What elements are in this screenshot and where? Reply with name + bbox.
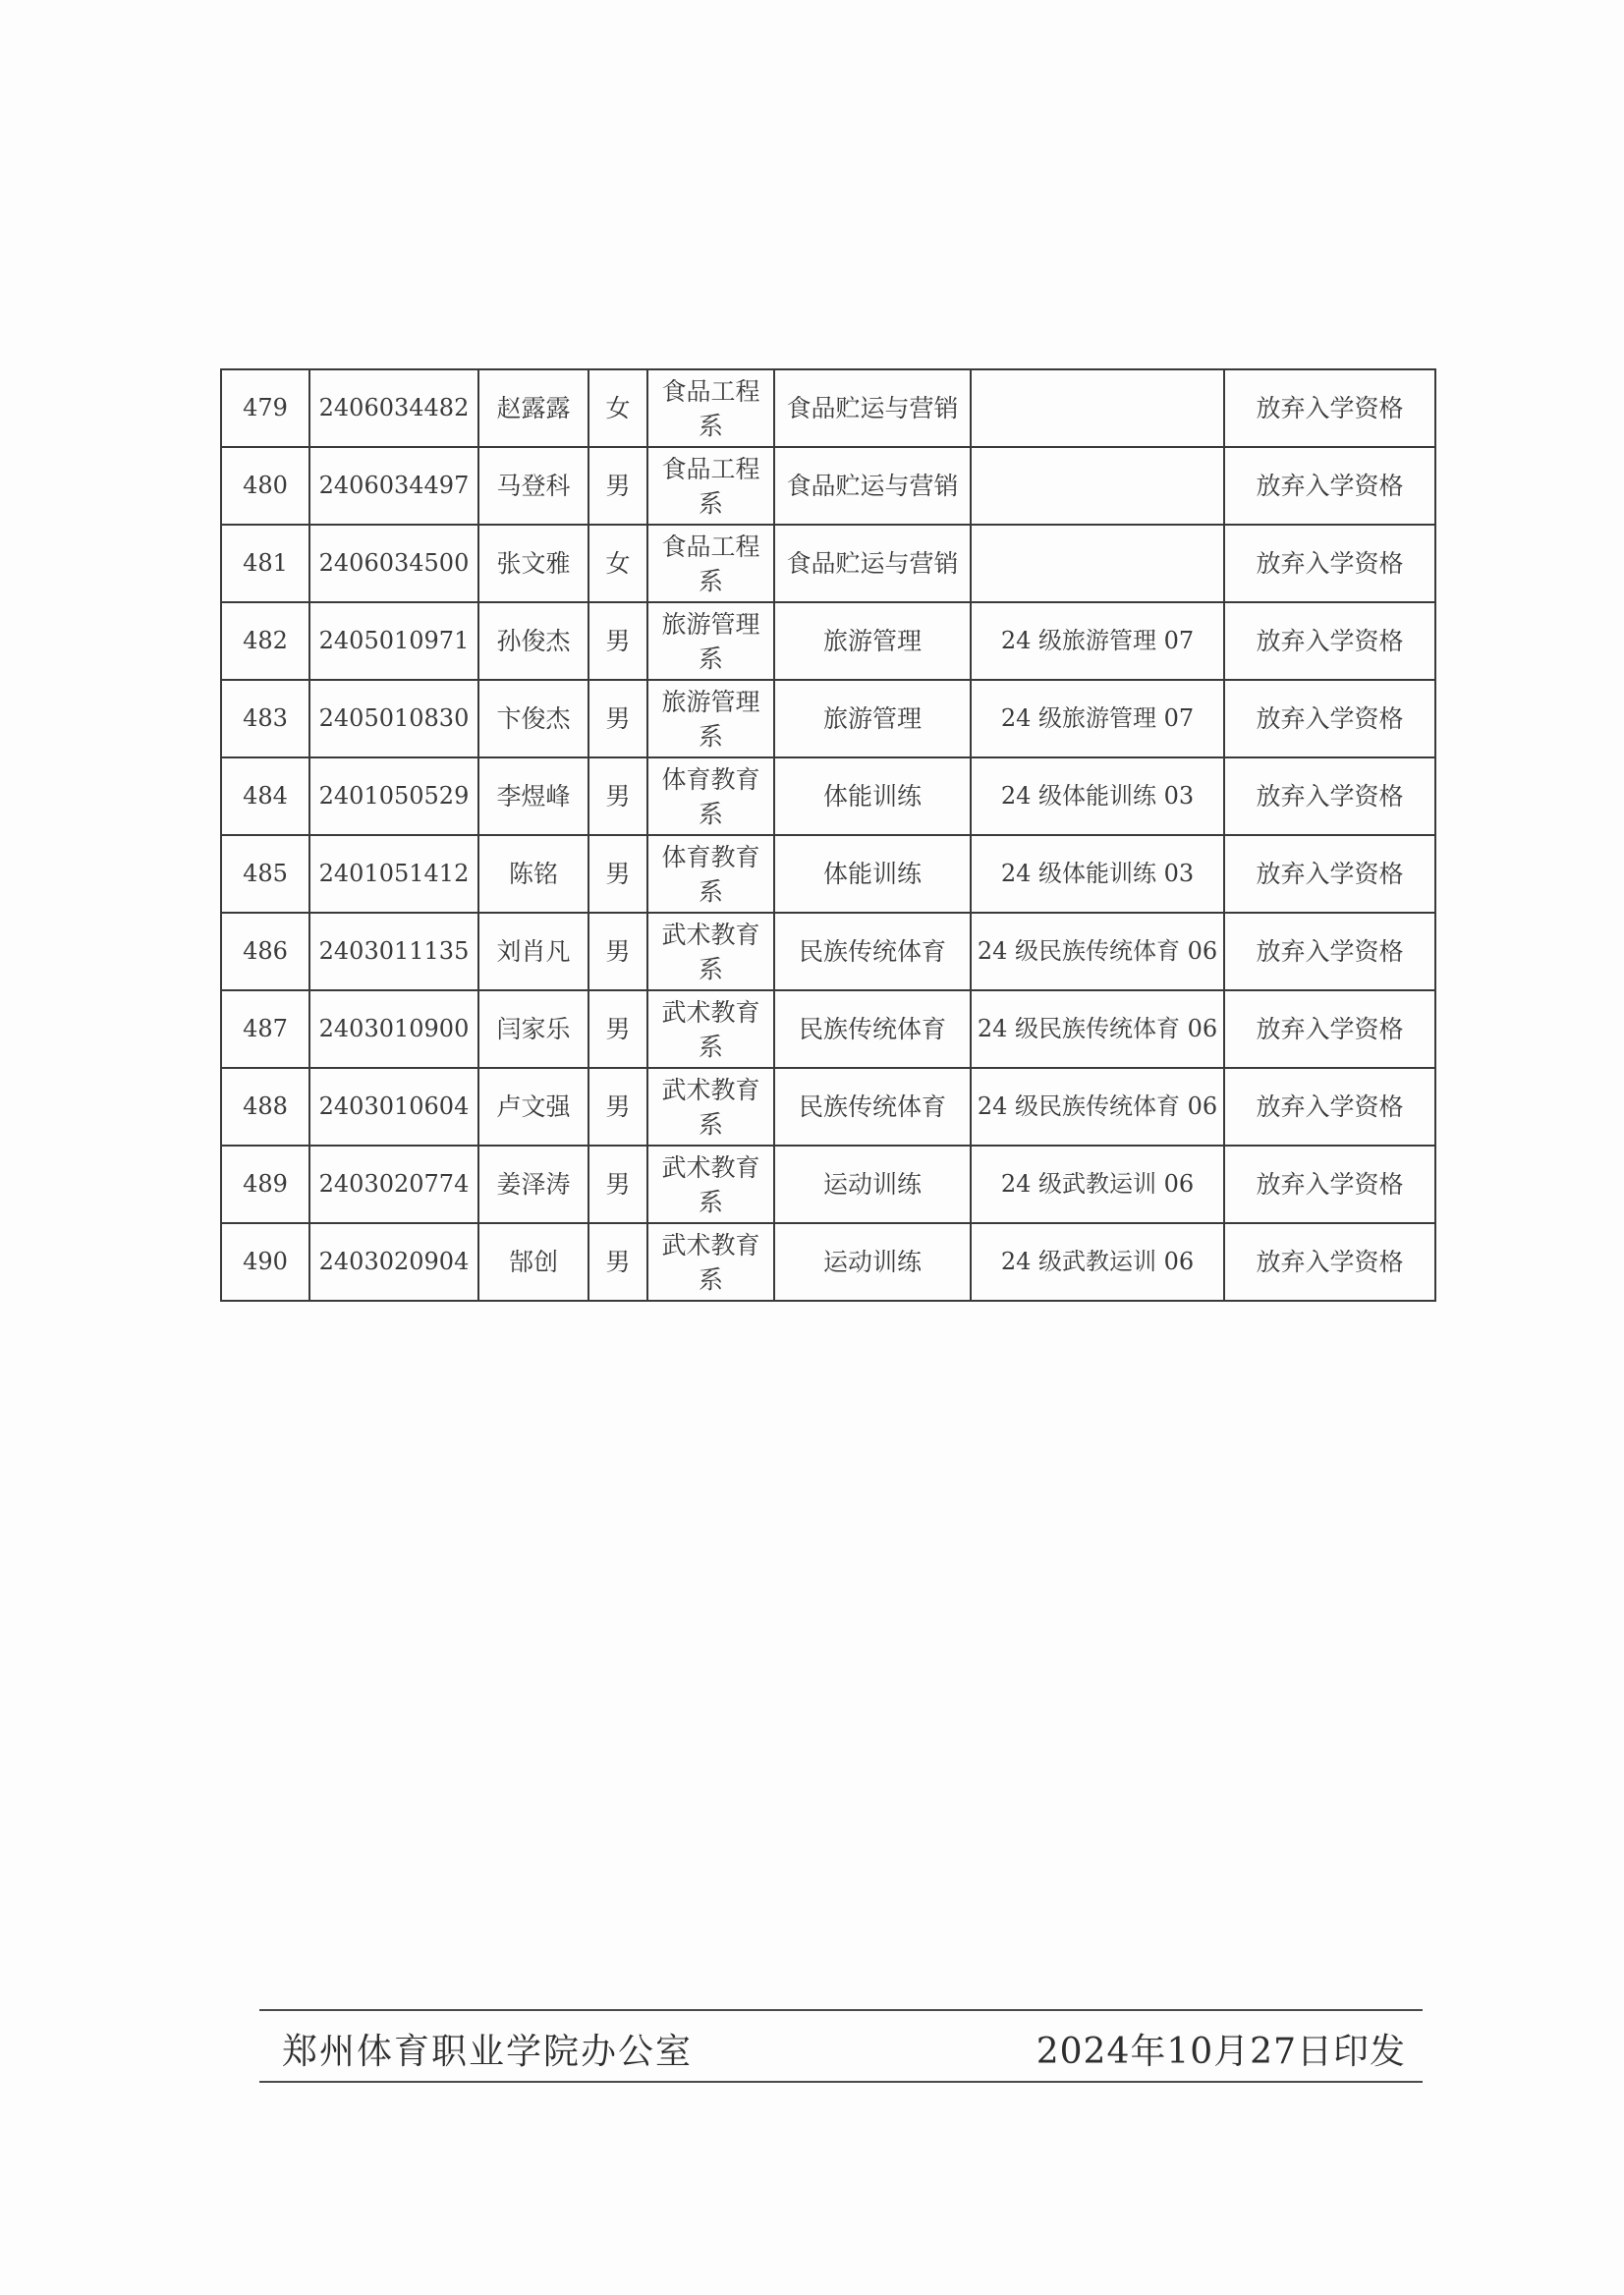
student-id-cell: 2405010830 [309, 680, 478, 757]
student-id-cell: 2403010900 [309, 990, 478, 1068]
row-number-cell: 490 [221, 1223, 309, 1301]
table-row [221, 913, 1435, 990]
class-name-cell: 24 级民族传统体育 06 [971, 990, 1224, 1068]
row-number-cell: 485 [221, 835, 309, 913]
class-name-cell: 24 级武教运训 06 [971, 1146, 1224, 1223]
enrollment-status-cell: 放弃入学资格 [1224, 1146, 1435, 1223]
student-name-cell: 孙俊杰 [478, 602, 588, 680]
class-name-cell: 24 级民族传统体育 06 [971, 913, 1224, 990]
department-cell: 体育教育系 [647, 835, 774, 913]
enrollment-status-cell: 放弃入学资格 [1224, 369, 1435, 447]
enrollment-status-cell: 放弃入学资格 [1224, 680, 1435, 757]
student-name-cell: 张文雅 [478, 525, 588, 602]
major-cell: 运动训练 [774, 1146, 971, 1223]
row-number-cell: 480 [221, 447, 309, 525]
department-cell: 武术教育系 [647, 913, 774, 990]
student-id-cell: 2403011135 [309, 913, 478, 990]
table-row [221, 447, 1435, 525]
student-id-cell: 2401051412 [309, 835, 478, 913]
issue-date: 2024年10月27日印发 [1036, 2032, 1406, 2072]
row-number-cell: 489 [221, 1146, 309, 1223]
enrollment-status-cell: 放弃入学资格 [1224, 525, 1435, 602]
gender-cell: 男 [588, 1223, 647, 1301]
table-row [221, 990, 1435, 1068]
department-cell: 食品工程系 [647, 369, 774, 447]
table-row [221, 369, 1435, 447]
major-cell: 民族传统体育 [774, 990, 971, 1068]
enrollment-status-cell: 放弃入学资格 [1224, 1068, 1435, 1146]
major-cell: 运动训练 [774, 1223, 971, 1301]
row-number-cell: 481 [221, 525, 309, 602]
gender-cell: 男 [588, 913, 647, 990]
class-name-cell [971, 447, 1224, 525]
enrollment-status-cell: 放弃入学资格 [1224, 990, 1435, 1068]
major-cell: 食品贮运与营销 [774, 369, 971, 447]
student-name-cell: 姜泽涛 [478, 1146, 588, 1223]
table-row [221, 525, 1435, 602]
gender-cell: 女 [588, 369, 647, 447]
issuing-office: 郑州体育职业学院办公室 [282, 2032, 694, 2072]
table-row [221, 757, 1435, 835]
major-cell: 民族传统体育 [774, 1068, 971, 1146]
student-id-cell: 2403010604 [309, 1068, 478, 1146]
row-number-cell: 483 [221, 680, 309, 757]
major-cell: 食品贮运与营销 [774, 447, 971, 525]
roster-body [221, 369, 1435, 1301]
footer-top-rule [259, 2009, 1423, 2011]
student-name-cell: 赵露露 [478, 369, 588, 447]
student-name-cell: 李煜峰 [478, 757, 588, 835]
table-row [221, 1068, 1435, 1146]
row-number-cell: 488 [221, 1068, 309, 1146]
footer-bottom-rule [259, 2081, 1423, 2083]
student-id-cell: 2406034482 [309, 369, 478, 447]
student-name-cell: 刘肖凡 [478, 913, 588, 990]
row-number-cell: 487 [221, 990, 309, 1068]
major-cell: 体能训练 [774, 757, 971, 835]
enrollment-status-cell: 放弃入学资格 [1224, 1223, 1435, 1301]
department-cell: 体育教育系 [647, 757, 774, 835]
gender-cell: 男 [588, 447, 647, 525]
student-id-cell: 2403020774 [309, 1146, 478, 1223]
student-name-cell: 郜创 [478, 1223, 588, 1301]
gender-cell: 男 [588, 835, 647, 913]
enrollment-status-cell: 放弃入学资格 [1224, 835, 1435, 913]
student-id-cell: 2401050529 [309, 757, 478, 835]
student-name-cell: 陈铭 [478, 835, 588, 913]
student-name-cell: 卞俊杰 [478, 680, 588, 757]
major-cell: 食品贮运与营销 [774, 525, 971, 602]
row-number-cell: 484 [221, 757, 309, 835]
gender-cell: 女 [588, 525, 647, 602]
class-name-cell [971, 369, 1224, 447]
class-name-cell [971, 525, 1224, 602]
student-id-cell: 2406034500 [309, 525, 478, 602]
table-row [221, 680, 1435, 757]
department-cell: 食品工程系 [647, 447, 774, 525]
row-number-cell: 486 [221, 913, 309, 990]
class-name-cell: 24 级体能训练 03 [971, 835, 1224, 913]
department-cell: 旅游管理系 [647, 680, 774, 757]
department-cell: 武术教育系 [647, 1223, 774, 1301]
row-number-cell: 482 [221, 602, 309, 680]
row-number-cell: 479 [221, 369, 309, 447]
enrollment-status-cell: 放弃入学资格 [1224, 602, 1435, 680]
student-id-cell: 2406034497 [309, 447, 478, 525]
department-cell: 武术教育系 [647, 1068, 774, 1146]
gender-cell: 男 [588, 1068, 647, 1146]
student-name-cell: 卢文强 [478, 1068, 588, 1146]
gender-cell: 男 [588, 1146, 647, 1223]
withdrawal-roster-table [220, 368, 1436, 1302]
enrollment-status-cell: 放弃入学资格 [1224, 447, 1435, 525]
table-row [221, 1223, 1435, 1301]
enrollment-status-cell: 放弃入学资格 [1224, 757, 1435, 835]
gender-cell: 男 [588, 990, 647, 1068]
department-cell: 旅游管理系 [647, 602, 774, 680]
department-cell: 武术教育系 [647, 990, 774, 1068]
gender-cell: 男 [588, 602, 647, 680]
table-row [221, 602, 1435, 680]
class-name-cell: 24 级旅游管理 07 [971, 602, 1224, 680]
class-name-cell: 24 级武教运训 06 [971, 1223, 1224, 1301]
student-name-cell: 闫家乐 [478, 990, 588, 1068]
table-row [221, 835, 1435, 913]
student-id-cell: 2403020904 [309, 1223, 478, 1301]
class-name-cell: 24 级体能训练 03 [971, 757, 1224, 835]
major-cell: 民族传统体育 [774, 913, 971, 990]
student-id-cell: 2405010971 [309, 602, 478, 680]
major-cell: 体能训练 [774, 835, 971, 913]
gender-cell: 男 [588, 680, 647, 757]
department-cell: 食品工程系 [647, 525, 774, 602]
department-cell: 武术教育系 [647, 1146, 774, 1223]
class-name-cell: 24 级旅游管理 07 [971, 680, 1224, 757]
table-row [221, 1146, 1435, 1223]
class-name-cell: 24 级民族传统体育 06 [971, 1068, 1224, 1146]
major-cell: 旅游管理 [774, 602, 971, 680]
major-cell: 旅游管理 [774, 680, 971, 757]
gender-cell: 男 [588, 757, 647, 835]
student-name-cell: 马登科 [478, 447, 588, 525]
enrollment-status-cell: 放弃入学资格 [1224, 913, 1435, 990]
